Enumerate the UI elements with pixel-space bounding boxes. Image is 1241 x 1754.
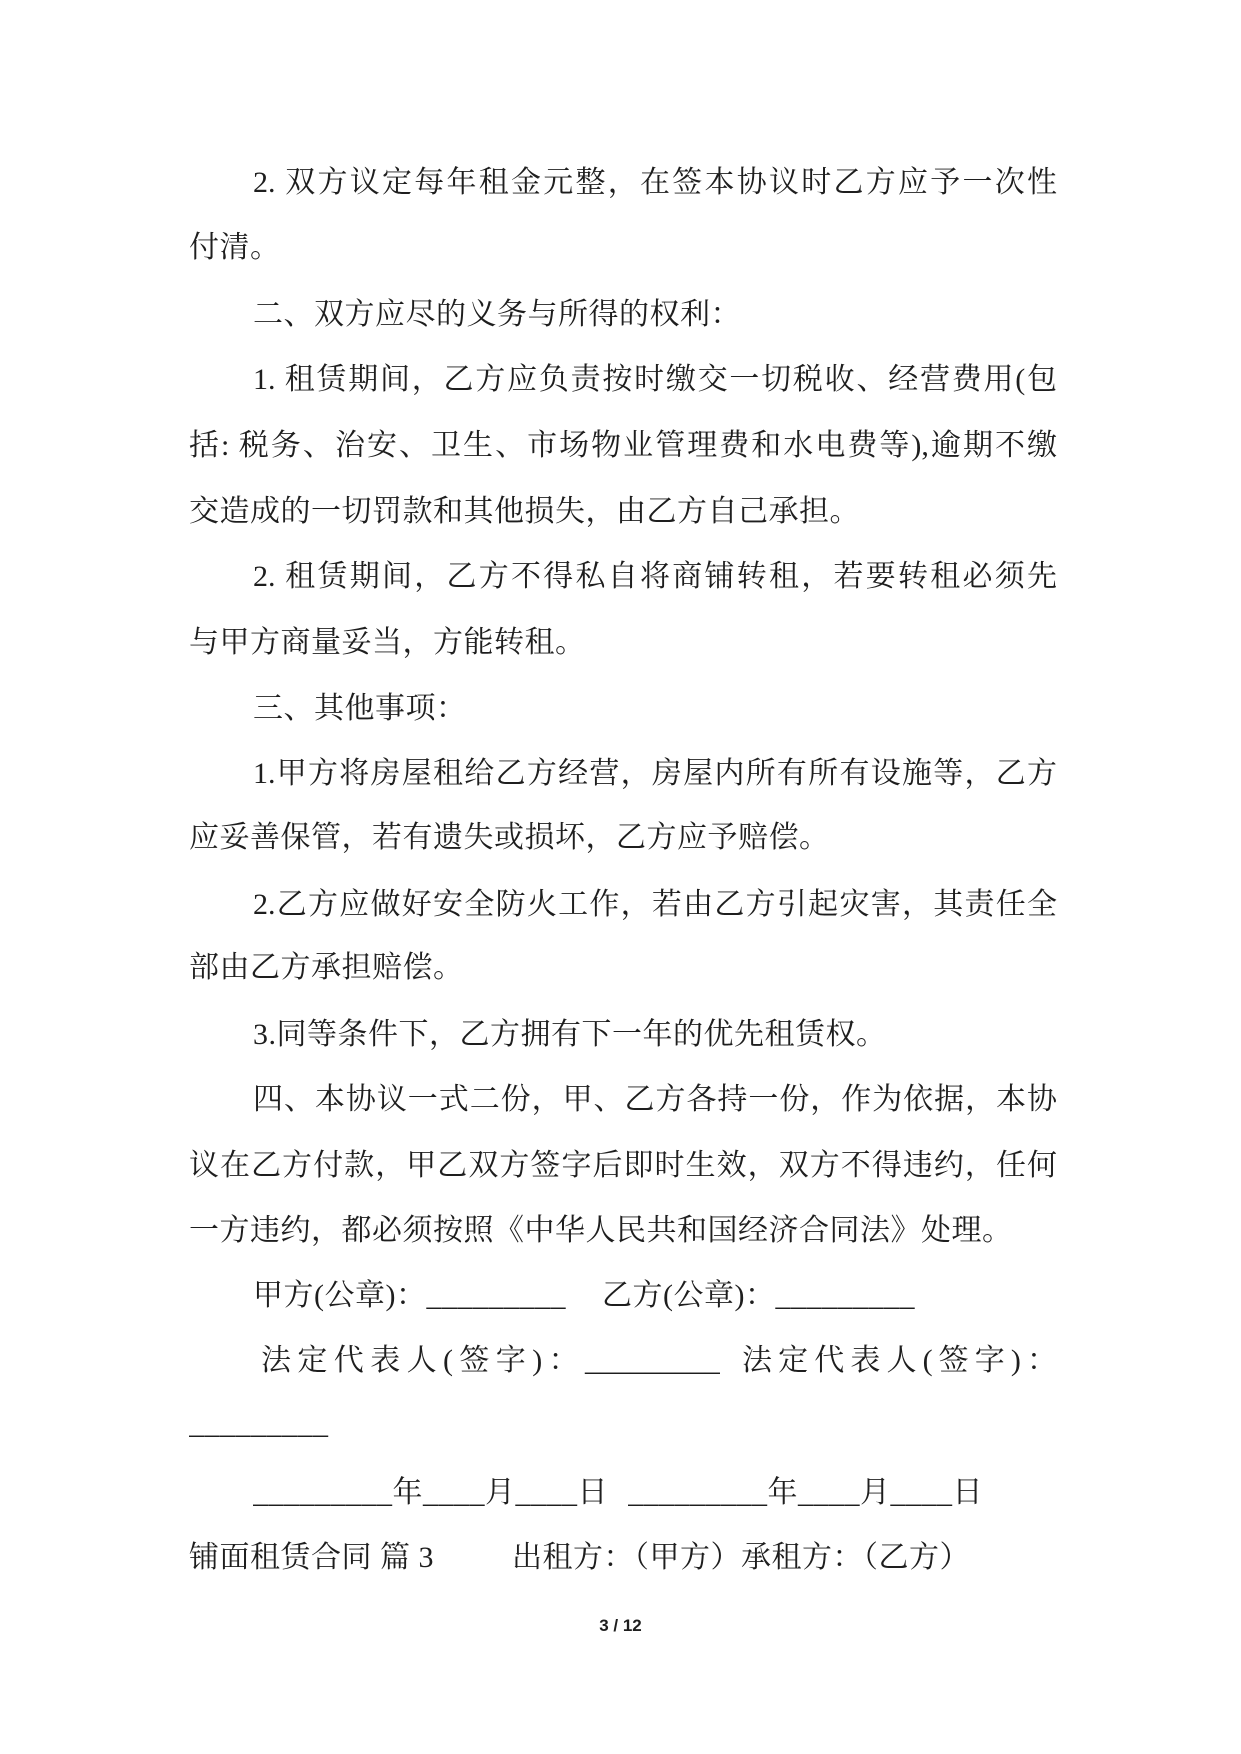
clause-facilities-line-1: 1.甲方将房屋租给乙方经营，房屋内所有所有设施等，乙方 xyxy=(253,757,1057,790)
clause-annual-rent-line-1: 2. 双方议定每年租金元整，在签本协议时乙方应予一次性 xyxy=(253,166,1057,199)
clause-renewal-priority: 3.同等条件下，乙方拥有下一年的优先租赁权。 xyxy=(253,1018,887,1051)
clause-taxes-fees-line-1: 1. 租赁期间，乙方应负责按时缴交一切税收、经营费用(包 xyxy=(253,363,1057,396)
party-a-representative-field: 法定代表人(签字)：_________ xyxy=(261,1344,720,1377)
party-b-representative-blank: _________ xyxy=(189,1407,329,1440)
section-4-line-2: 议在乙方付款，甲乙双方签字后即时生效，双方不得违约，任何 xyxy=(189,1149,1057,1182)
section-4-line-1: 四、本协议一式二份，甲、乙方各持一份，作为依据，本协 xyxy=(253,1083,1057,1116)
party-b-date-field: _________年____月____日 xyxy=(628,1476,983,1509)
party-a-date-field: _________年____月____日 xyxy=(253,1476,608,1509)
section-2-heading: 二、双方应尽的义务与所得的权利： xyxy=(253,298,741,331)
section-4-line-3: 一方违约，都必须按照《中华人民共和国经济合同法》处理。 xyxy=(189,1214,1013,1247)
party-b-seal-field: 乙方(公章)：_________ xyxy=(602,1279,915,1312)
party-a-seal-field: 甲方(公章)：_________ xyxy=(253,1279,566,1312)
clause-taxes-fees-line-3: 交造成的一切罚款和其他损失，由乙方自己承担。 xyxy=(189,495,860,528)
clause-facilities-line-2: 应妥善保管，若有遗失或损坏，乙方应予赔偿。 xyxy=(189,821,830,854)
clause-fire-safety-line-1: 2.乙方应做好安全防火工作，若由乙方引起灾害，其责任全 xyxy=(253,888,1057,921)
party-b-representative-label: 法定代表人(签字)： xyxy=(742,1344,1057,1377)
clause-annual-rent-line-2: 付清。 xyxy=(189,231,281,264)
clause-no-sublease-line-1: 2. 租赁期间，乙方不得私自将商铺转租，若要转租必须先 xyxy=(253,560,1057,593)
next-contract-title: 铺面租赁合同 篇 3 xyxy=(189,1541,434,1574)
clause-fire-safety-line-2: 部由乙方承担赔偿。 xyxy=(189,951,464,984)
next-contract-parties: 出租方：（甲方）承租方：（乙方） xyxy=(512,1541,970,1574)
section-3-heading: 三、其他事项： xyxy=(253,692,467,725)
page-number: 3 / 12 xyxy=(599,1616,642,1635)
clause-no-sublease-line-2: 与甲方商量妥当，方能转租。 xyxy=(189,626,586,659)
clause-taxes-fees-line-2: 括: 税务、治安、卫生、市场物业管理费和水电费等),逾期不缴 xyxy=(189,429,1057,462)
